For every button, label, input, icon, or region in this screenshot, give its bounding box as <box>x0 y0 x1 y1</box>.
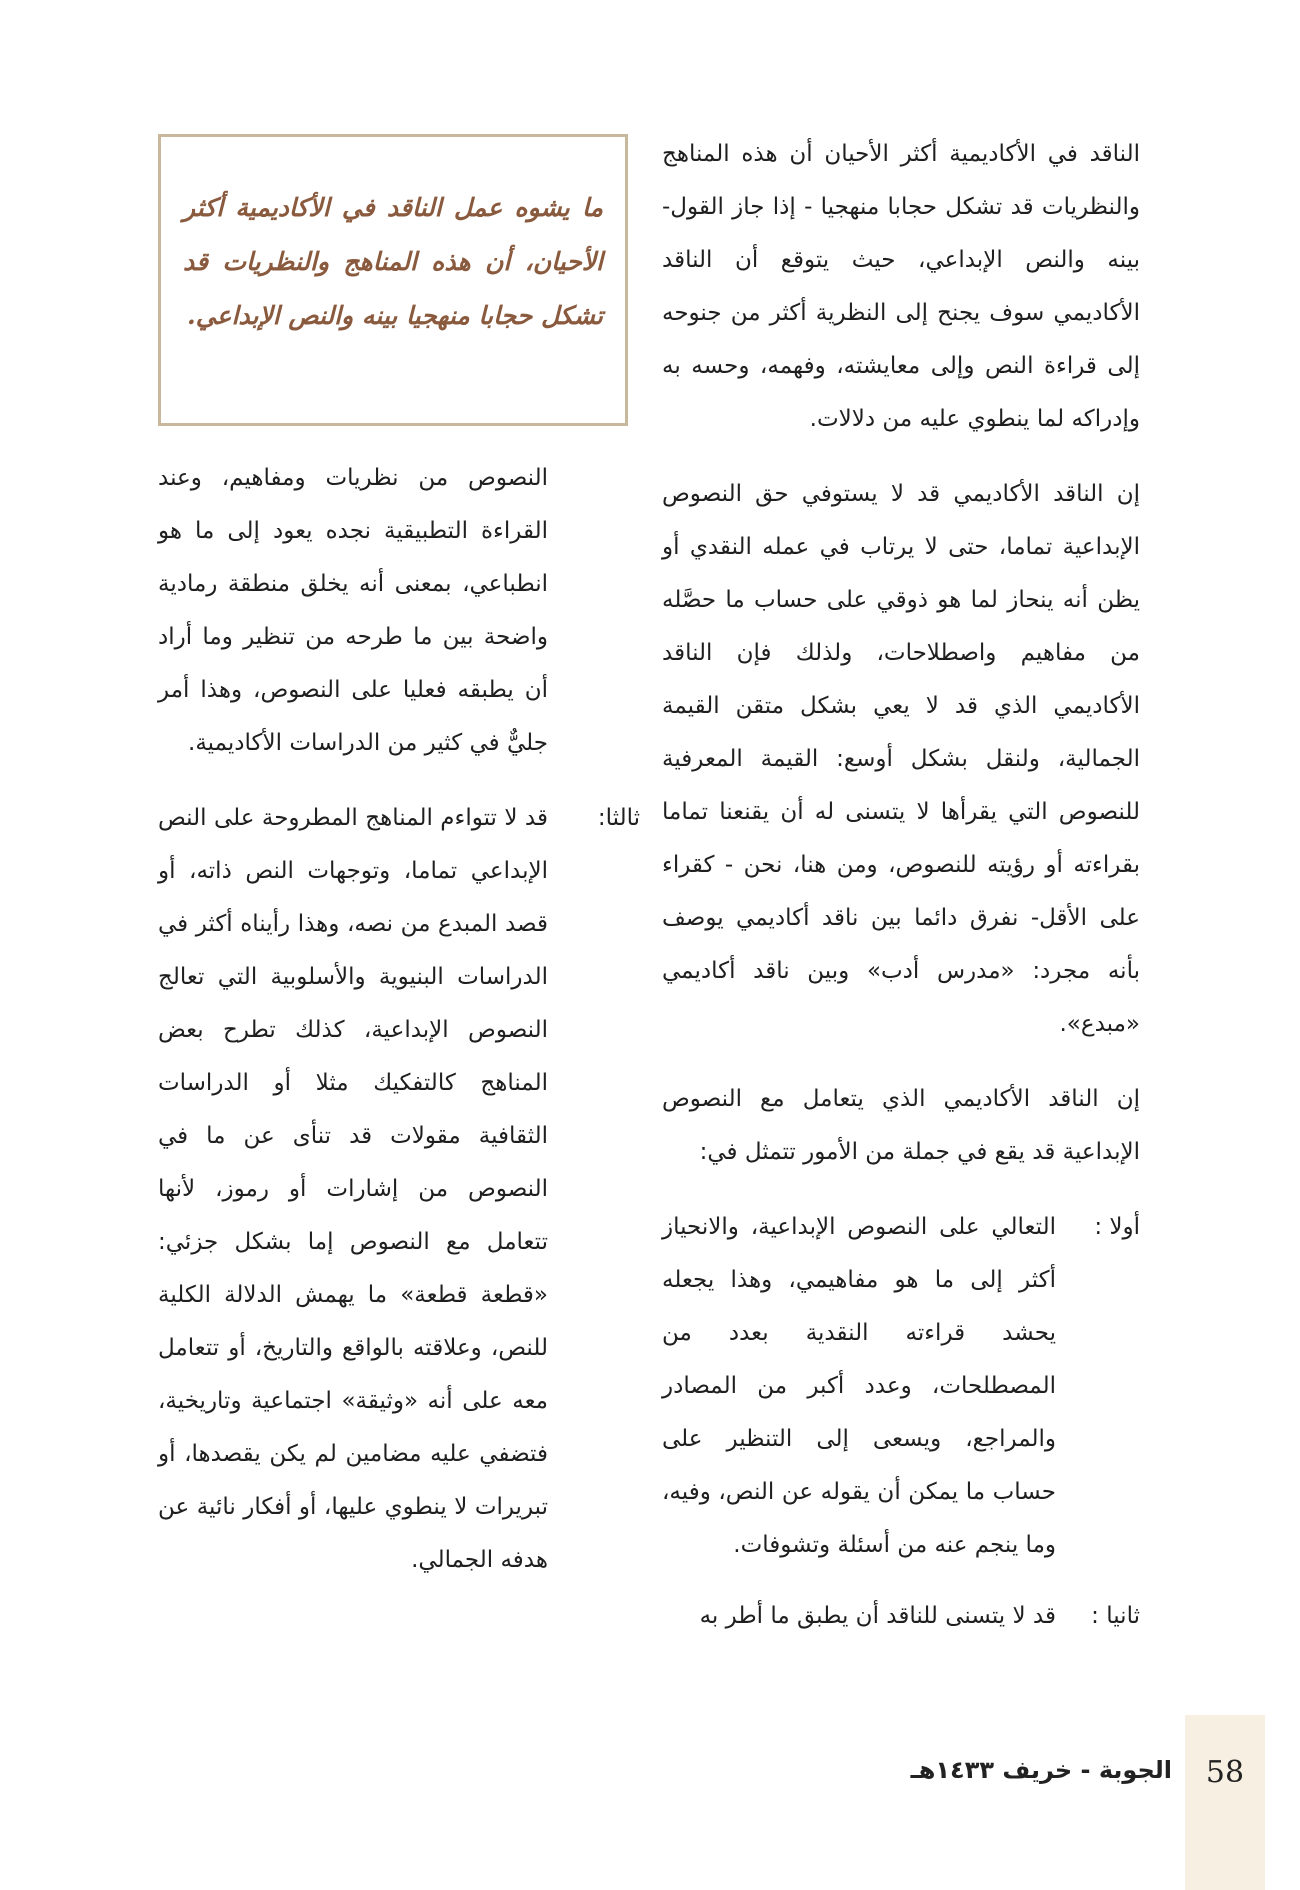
list-item-third <box>158 792 640 1587</box>
list-item-first <box>662 1201 1140 1572</box>
paragraph-1: الناقد في الأكاديمية أكثر الأحيان أن هذه المناهج والنظريات قد تشكل حجابا منهجيا - إذا جاز القول- بينه والنص الإبداعي، حيث يتوقع أن الناقد الأكاديمي سوف يجنح إلى النظرية أكثر من جنوحه إلى قراءة النص وإلى معايشته، وفهمه، وحسه به وإدراكه لما ينطوي عليه من دلالات. <box>662 141 1140 432</box>
list-text-third: قد لا تتواءم المناهج المطروحة على النص الإبداعي تماما، وتوجهات النص ذاته، أو قصد المبدع من نصه، وهذا رأيناه أكثر في الدراسات البنيوية والأسلوبية التي تعالج النصوص الإبداعية، كذلك تطرح بعض المناهج كالتفكيك مثلا أو الدراسات الثقافية مقولات قد تنأى عن ما في النصوص من إشارات أو رموز، لأنها تتعامل مع النصوص إما بشكل جزئي: «قطعة قطعة» ما يهمش الدلالة الكلية للنص، وعلاقته بالواقع والتاريخ، أو تتعامل معه على أنه «وثيقة» اجتماعية وتاريخية، فتضفي عليه مضامين لم يكن يقصدها، أو تبريرات لا ينطوي عليها، أو أفكار نائية عن هدفه الجمالي. <box>158 805 548 1573</box>
pull-quote-text: ما يشوه عمل الناقد في الأكاديمية أكثر الأحيان، أن هذه المناهج والنظريات قد تشكل حجابا منهجيا بينه والنص الإبداعي. <box>183 193 603 330</box>
list-item-second <box>662 1590 1140 1643</box>
paragraph-3: إن الناقد الأكاديمي الذي يتعامل مع النصوص الإبداعية قد يقع في جملة من الأمور تتمثل في: <box>662 1086 1140 1165</box>
page-number: 58 <box>1205 1755 1245 1790</box>
pull-quote-box <box>158 134 628 426</box>
list-label-third: ثالثا: <box>597 805 640 831</box>
list-label-second: ثانيا : <box>1091 1603 1140 1629</box>
journal-issue-label: الجوبة - خريف ١٤٣٣هـ <box>910 1756 1172 1784</box>
list-label-first: أولا : <box>1094 1214 1140 1240</box>
list-text-second: قد لا يتسنى للناقد أن يطبق ما أطر به <box>699 1603 1056 1629</box>
right-column <box>662 128 1140 1661</box>
list-text-first: التعالي على النصوص الإبداعية، والانحياز أكثر إلى ما هو مفاهيمي، وهذا يجعله يحشد قراءته النقدية بعدد من المصطلحات، وعدد أكبر من المصادر والمراجع، ويسعى إلى التنظير على حساب ما يمكن أن يقوله عن النص، وفيه، وما ينجم عنه من أسئلة وتشوفات. <box>662 1214 1056 1558</box>
paragraph-4: النصوص من نظريات ومفاهيم، وعند القراءة التطبيقية نجده يعود إلى ما هو انطباعي، بمعنى أنه يخلق منطقة رمادية واضحة بين ما طرحه من تنظير وما أراد أن يطبقه فعليا على النصوص، وهذا أمر جليٌّ في كثير من الدراسات الأكاديمية. <box>158 465 548 756</box>
left-column <box>158 452 640 1609</box>
paragraph-2: إن الناقد الأكاديمي قد لا يستوفي حق النصوص الإبداعية تماما، حتى لا يرتاب في عمله النقدي أو يظن أنه ينحاز لما هو ذوقي على حساب ما حصَّله من مفاهيم واصطلاحات، ولذلك فإن الناقد الأكاديمي الذي قد لا يعي بشكل متقن القيمة الجمالية، ولنقل بشكل أوسع: القيمة المعرفية للنصوص التي يقرأها لا يتسنى له أن يقنعنا تماما بقراءته أو رؤيته للنصوص، ومن هنا، نحن - كقراء على الأقل- نفرق دائما بين ناقد أكاديمي يوصف بأنه مجرد: «مدرس أدب» وبين ناقد أكاديمي «مبدع». <box>662 481 1140 1037</box>
footer-band <box>1185 1715 1265 1890</box>
